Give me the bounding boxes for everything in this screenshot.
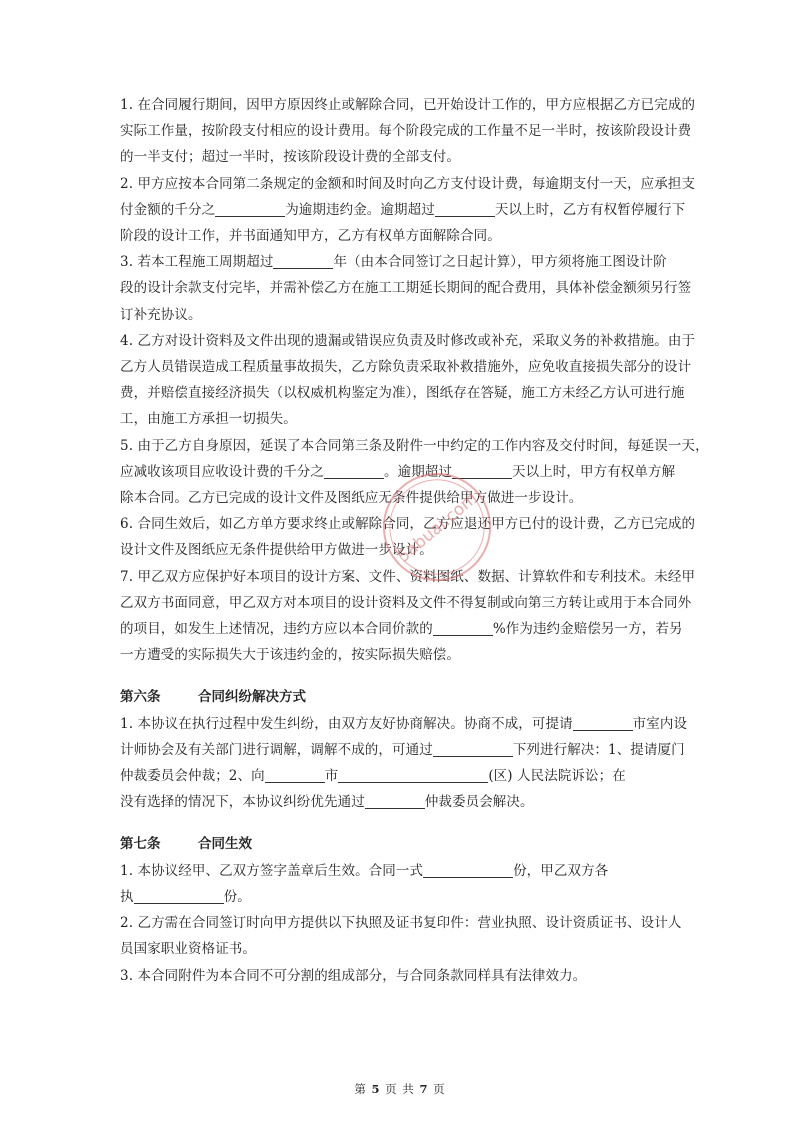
clause-paragraph: 1. 本协议经甲、乙双方签字盖章后生效。合同一式 份，甲乙双方各 执 份。 2. 乙方需在合同签订时向甲方提供以下执照及证书复印件：营业执照、设计资质证书、设计人 员国家职业资格证书。 3. 本合同附件为本合同不可分割的组成部分，与合同条款同样具有法律效力。 [120,862,682,984]
blank-field[interactable] [215,201,285,217]
section-heading: 第六条 合同纠纷解决方式 [120,689,306,706]
clause-paragraph: 4. 乙方对设计资料及文件出现的遗漏或错误应负责及时修改或补充，采取义务的补救措施。由于 乙方人员错误造成工程质量事故损失，乙方除负责采取补救措施外，应免收直接损失部分的设计 费，并赔偿直接经济损失（以权威机构鉴定为准），图纸存在答疑，施工方未经乙方认可进行施 工，由施工方承担一切损失。 [120,332,696,428]
page-footer: 第 5 页 共 7 页 [354,1082,446,1096]
blank-field[interactable] [265,767,325,783]
blank-field[interactable] [573,715,633,731]
blank-field[interactable] [273,253,333,269]
clause-paragraph: 5. 由于乙方自身原因，延误了本合同第三条及附件一中约定的工作内容及交付时间，每延误一天， 应减收该项目应收设计费的千分之 。逾期超过 天以上时，甲方有权单方解 除本合同。乙方已完成的设计文件及图纸应无条件提供给甲方做进一步设计。 [120,437,709,507]
clause-paragraph: 6. 合同生效后，如乙方单方要求终止或解除合同，乙方应退还甲方已付的设计费，乙方已完成的 设计文件及图纸应无条件提供给甲方做进一步设计。 [120,516,696,559]
clause-paragraph: 1. 本协议在执行过程中发生纠纷，由双方友好协商解决。协商不成，可提请 市室内设 计师协会及有关部门进行调解，调解不成的，可通过 下列进行解决：1、提请厦门 仲裁委员会仲裁；2、向 市 (区) 人民法院诉讼；在 没有选择的情况下，本协议纠纷优先通过 仲裁委员会解决。 [120,715,688,811]
watermark-stamp-icon [378,468,496,586]
section-heading: 第七条 合同生效 [120,836,252,853]
blank-field[interactable] [435,201,495,217]
blank-field[interactable] [134,888,224,904]
blank-field[interactable] [324,463,384,479]
blank-field[interactable] [365,793,425,809]
blank-field[interactable] [433,741,513,757]
blank-field[interactable] [338,767,488,783]
clause-paragraph: 7. 甲乙双方应保护好本项目的设计方案、文件、资料图纸、数据、计算软件和专利技术。未经甲 乙双方书面同意，甲乙双方对本项目的设计资料及文件不得复制或向第三方转让或用于本合同外 的项目，如发生上述情况，违约方应以本合同价款的 %作为违约金赔偿另一方，若另 一方遭受的实际损失大于该违约金的，按实际损失赔偿。 [120,568,696,664]
total-page-number: 7 [419,1082,429,1096]
clause-paragraph: 2. 甲方应按本合同第二条规定的金额和时间及时向乙方支付设计费，每逾期支付一天，应承担支 付金额的千分之 为逾期违约金。逾期超过 天以上时，乙方有权暂停履行下 阶段的设计工作，并书面通知甲方，乙方有权单方面解除合同。 [120,175,696,245]
current-page-number: 5 [371,1082,381,1096]
clause-paragraph: 1. 在合同履行期间，因甲方原因终止或解除合同，已开始设计工作的，甲方应根据乙方已完成的 实际工作量，按阶段支付相应的设计费用。每个阶段完成的工作量不足一半时，按该阶段设计费 的一半支付；超过一半时，按该阶段设计费的全部支付。 [120,97,696,166]
blank-field[interactable] [423,862,513,878]
clause-paragraph: 3. 若本工程施工周期超过 年（由本合同签订之日起计算），甲方须将施工图设计阶 段的设计余款支付完毕，并需补偿乙方在施工工期延长期间的配合费用，具体补偿金额须另行签 订补充协议。 [120,254,692,323]
svg-text:5abuai.com: 5abuai.com [393,487,481,567]
blank-field[interactable] [433,620,493,636]
